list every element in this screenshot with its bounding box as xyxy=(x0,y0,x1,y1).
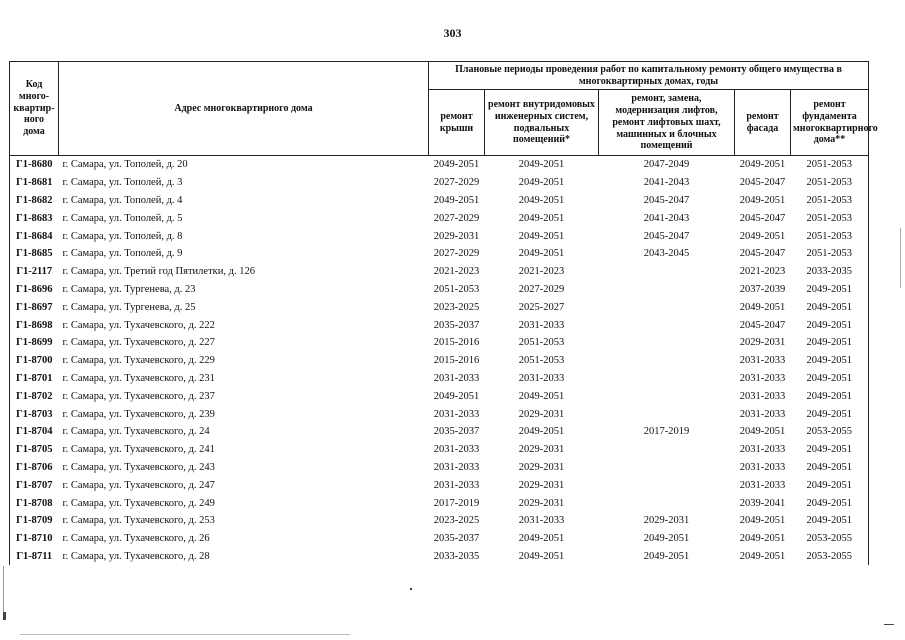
table-row xyxy=(10,209,869,227)
roof-cell: 2031-2033 xyxy=(433,408,480,420)
lifts-cell: 2047-2049 xyxy=(599,156,735,174)
roof-cell: 2049-2051 xyxy=(429,156,485,174)
roof-cell: 2027-2029 xyxy=(433,177,480,189)
address-cell: г. Самара, ул. Третий год Пятилетки, д. 126 xyxy=(62,266,255,278)
address-cell: г. Самара, ул. Тухачевского, д. 231 xyxy=(62,372,215,384)
scan-mark xyxy=(3,566,4,616)
table-row xyxy=(10,370,869,388)
table-row xyxy=(10,387,869,405)
lifts-cell xyxy=(599,263,735,281)
roof-cell: 2035-2037 xyxy=(433,319,480,331)
facade-cell: 2049-2051 xyxy=(739,426,786,438)
roof-cell: 2015-2016 xyxy=(433,337,480,349)
systems-cell: 2051-2053 xyxy=(518,355,565,367)
lifts-cell xyxy=(599,370,735,388)
code-cell: Г1-2117 xyxy=(10,263,59,281)
table-row xyxy=(10,423,869,441)
table-row xyxy=(10,263,869,281)
roof-cell: 2031-2033 xyxy=(433,372,480,384)
table-row xyxy=(10,192,869,210)
systems-cell: 2049-2051 xyxy=(518,248,565,260)
lifts-cell xyxy=(599,387,735,405)
foundation-cell: 2053-2055 xyxy=(791,548,869,566)
lifts-cell xyxy=(599,334,735,352)
roof-cell: 2033-2035 xyxy=(433,550,480,562)
lifts-cell: 2017-2019 xyxy=(643,426,690,438)
lifts-cell: 2041-2043 xyxy=(643,212,690,224)
systems-cell: 2029-2031 xyxy=(518,479,565,491)
roof-cell: 2027-2029 xyxy=(433,212,480,224)
address-cell: г. Самара, ул. Тухачевского, д. 249 xyxy=(62,497,215,509)
header-periods: Плановые периоды проведения работ по капитальному ремонту общего имущества в многоквартирных домах, годы xyxy=(429,62,869,90)
header-roof: ремонт крыши xyxy=(429,90,485,156)
foundation-cell: 2049-2051 xyxy=(791,387,869,405)
code-cell: Г1-8697 xyxy=(10,298,59,316)
code-cell: Г1-8703 xyxy=(10,405,59,423)
facade-cell: 2031-2033 xyxy=(739,390,786,402)
code-cell: Г1-8707 xyxy=(10,476,59,494)
foundation-cell: 2051-2053 xyxy=(791,209,869,227)
foundation-cell: 2049-2051 xyxy=(791,405,869,423)
facade-cell: 2049-2051 xyxy=(739,515,786,527)
code-cell: Г1-8681 xyxy=(10,174,59,192)
foundation-cell: 2049-2051 xyxy=(791,512,869,530)
lifts-cell: 2049-2051 xyxy=(643,533,690,545)
systems-cell: 2049-2051 xyxy=(518,426,565,438)
code-cell: Г1-8701 xyxy=(10,370,59,388)
facade-cell: 2031-2033 xyxy=(739,408,786,420)
facade-cell: 2045-2047 xyxy=(739,319,786,331)
address-cell: г. Самара, ул. Тухачевского, д. 24 xyxy=(62,426,210,438)
facade-cell: 2031-2033 xyxy=(739,444,786,456)
address-cell: г. Самара, ул. Тополей, д. 4 xyxy=(62,194,183,206)
lifts-cell xyxy=(599,441,735,459)
roof-cell: 2035-2037 xyxy=(433,426,480,438)
systems-cell: 2049-2051 xyxy=(518,390,565,402)
code-cell: Г1-8709 xyxy=(10,512,59,530)
facade-cell: 2031-2033 xyxy=(739,355,786,367)
foundation-cell: 2049-2051 xyxy=(791,459,869,477)
roof-cell: 2035-2037 xyxy=(433,533,480,545)
table-row xyxy=(10,441,869,459)
facade-cell: 2037-2039 xyxy=(739,283,786,295)
foundation-cell: 2053-2055 xyxy=(791,530,869,548)
systems-cell: 2031-2033 xyxy=(518,319,565,331)
foundation-cell: 2049-2051 xyxy=(791,298,869,316)
table-row xyxy=(10,352,869,370)
facade-cell: 2029-2031 xyxy=(739,337,786,349)
address-cell: г. Самара, ул. Тухачевского, д. 28 xyxy=(62,550,210,562)
lifts-cell: 2045-2047 xyxy=(643,194,690,206)
address-cell: г. Самара, ул. Тухачевского, д. 243 xyxy=(62,461,215,473)
lifts-cell xyxy=(599,476,735,494)
roof-cell: 2051-2053 xyxy=(433,283,480,295)
code-cell: Г1-8708 xyxy=(10,494,59,512)
foundation-cell: 2051-2053 xyxy=(791,174,869,192)
lifts-cell: 2043-2045 xyxy=(643,248,690,260)
roof-cell: 2017-2019 xyxy=(433,497,480,509)
code-cell: Г1-8696 xyxy=(10,281,59,299)
code-cell: Г1-8700 xyxy=(10,352,59,370)
facade-cell: 2039-2041 xyxy=(739,497,786,509)
header-facade: ремонт фасада xyxy=(735,90,791,156)
table-row xyxy=(10,494,869,512)
foundation-cell: 2049-2051 xyxy=(791,370,869,388)
table-row xyxy=(10,334,869,352)
table-row xyxy=(10,281,869,299)
table-row xyxy=(10,530,869,548)
systems-cell: 2049-2051 xyxy=(518,194,565,206)
foundation-cell: 2051-2053 xyxy=(791,227,869,245)
roof-cell: 2031-2033 xyxy=(433,444,480,456)
header-code: Код много-квартир-ного дома xyxy=(10,62,59,156)
lifts-cell: 2041-2043 xyxy=(643,177,690,189)
code-cell: Г1-8710 xyxy=(10,530,59,548)
facade-cell: 2049-2051 xyxy=(739,194,786,206)
roof-cell: 2027-2029 xyxy=(433,248,480,260)
code-cell: Г1-8711 xyxy=(10,548,59,566)
header-foundation: ремонт фундамента многоквартирного дома** xyxy=(791,90,869,156)
address-cell: г. Самара, ул. Тополей, д. 8 xyxy=(62,230,183,242)
roof-cell: 2023-2025 xyxy=(433,301,480,313)
table-row xyxy=(10,548,869,566)
code-cell: Г1-8699 xyxy=(10,334,59,352)
facade-cell: 2049-2051 xyxy=(739,301,786,313)
address-cell: г. Самара, ул. Тухачевского, д. 239 xyxy=(62,408,215,420)
roof-cell: 2029-2031 xyxy=(433,230,480,242)
address-cell: г. Самара, ул. Тургенева, д. 25 xyxy=(62,301,196,313)
facade-cell: 2049-2051 xyxy=(739,533,786,545)
scan-mark xyxy=(3,612,6,620)
roof-cell: 2049-2051 xyxy=(433,390,480,402)
address-cell: г. Самара, ул. Тухачевского, д. 237 xyxy=(62,390,215,402)
facade-cell: 2021-2023 xyxy=(739,266,786,278)
header-lifts: ремонт, замена, модернизация лифтов, ремонт лифтовых шахт, машинных и блочных помещений xyxy=(599,90,735,156)
systems-cell: 2049-2051 xyxy=(518,212,565,224)
roof-cell: 2015-2016 xyxy=(433,355,480,367)
table-row xyxy=(10,405,869,423)
address-cell: г. Самара, ул. Тухачевского, д. 26 xyxy=(62,533,210,545)
foundation-cell: 2049-2051 xyxy=(791,441,869,459)
scan-mark xyxy=(20,634,350,635)
lifts-cell xyxy=(599,405,735,423)
systems-cell: 2027-2029 xyxy=(518,283,565,295)
code-cell: Г1-8680 xyxy=(10,156,59,174)
systems-cell: 2049-2051 xyxy=(518,533,565,545)
address-cell: г. Самара, ул. Тополей, д. 20 xyxy=(59,156,429,174)
address-cell: г. Самара, ул. Тухачевского, д. 241 xyxy=(62,444,215,456)
code-cell: Г1-8682 xyxy=(10,192,59,210)
address-cell: г. Самара, ул. Тополей, д. 9 xyxy=(62,248,183,260)
roof-cell: 2049-2051 xyxy=(433,194,480,206)
table-row xyxy=(10,512,869,530)
lifts-cell: 2049-2051 xyxy=(643,550,690,562)
facade-cell: 2031-2033 xyxy=(739,461,786,473)
facade-cell: 2049-2051 xyxy=(739,550,786,562)
lifts-cell xyxy=(599,352,735,370)
foundation-cell: 2049-2051 xyxy=(791,281,869,299)
address-cell: г. Самара, ул. Тухачевского, д. 229 xyxy=(62,355,215,367)
code-cell: Г1-8702 xyxy=(10,387,59,405)
scan-mark xyxy=(900,228,901,288)
lifts-cell xyxy=(599,281,735,299)
foundation-cell: 2049-2051 xyxy=(791,476,869,494)
capital-repair-table xyxy=(9,61,878,565)
address-cell: г. Самара, ул. Тухачевского, д. 222 xyxy=(62,319,215,331)
foundation-cell: 2051-2053 xyxy=(791,156,869,174)
systems-cell: 2025-2027 xyxy=(518,301,565,313)
table-body xyxy=(10,156,869,566)
lifts-cell xyxy=(599,316,735,334)
facade-cell: 2031-2033 xyxy=(739,372,786,384)
facade-cell: 2045-2047 xyxy=(739,212,786,224)
systems-cell: 2029-2031 xyxy=(518,461,565,473)
page-number: 303 xyxy=(443,26,462,40)
facade-cell: 2045-2047 xyxy=(739,248,786,260)
systems-cell: 2049-2051 xyxy=(518,177,565,189)
foundation-cell: 2051-2053 xyxy=(791,192,869,210)
address-cell: г. Самара, ул. Тухачевского, д. 247 xyxy=(62,479,215,491)
facade-cell: 2049-2051 xyxy=(739,230,786,242)
table-row xyxy=(10,245,869,263)
header-systems: ремонт внутридомовых инженерных систем, подвальных помещений* xyxy=(485,90,599,156)
lifts-cell xyxy=(599,298,735,316)
systems-cell: 2029-2031 xyxy=(518,444,565,456)
address-cell: г. Самара, ул. Тухачевского, д. 227 xyxy=(62,337,215,349)
lifts-cell: 2045-2047 xyxy=(643,230,690,242)
facade-cell: 2045-2047 xyxy=(739,177,786,189)
code-cell: Г1-8698 xyxy=(10,316,59,334)
lifts-cell: 2029-2031 xyxy=(643,515,690,527)
systems-cell: 2021-2023 xyxy=(518,266,565,278)
header-address: Адрес многоквартирного дома xyxy=(59,62,429,156)
table-row xyxy=(10,459,869,477)
table-row xyxy=(10,227,869,245)
roof-cell: 2031-2033 xyxy=(433,479,480,491)
roof-cell: 2021-2023 xyxy=(433,266,480,278)
code-cell: Г1-8704 xyxy=(10,423,59,441)
scan-mark xyxy=(410,588,412,590)
facade-cell: 2049-2051 xyxy=(735,156,791,174)
systems-cell: 2049-2051 xyxy=(518,550,565,562)
scan-mark xyxy=(884,624,894,625)
code-cell: Г1-8685 xyxy=(10,245,59,263)
foundation-cell: 2049-2051 xyxy=(791,494,869,512)
address-cell: г. Самара, ул. Тургенева, д. 23 xyxy=(62,283,196,295)
foundation-cell: 2049-2051 xyxy=(791,334,869,352)
foundation-cell: 2033-2035 xyxy=(791,263,869,281)
code-cell: Г1-8706 xyxy=(10,459,59,477)
table-row xyxy=(10,156,869,174)
roof-cell: 2031-2033 xyxy=(433,461,480,473)
lifts-cell xyxy=(599,459,735,477)
table-row xyxy=(10,174,869,192)
foundation-cell: 2053-2055 xyxy=(791,423,869,441)
foundation-cell: 2049-2051 xyxy=(791,352,869,370)
address-cell: г. Самара, ул. Тухачевского, д. 253 xyxy=(62,515,215,527)
table-row xyxy=(10,298,869,316)
address-cell: г. Самара, ул. Тополей, д. 3 xyxy=(62,177,183,189)
roof-cell: 2023-2025 xyxy=(433,515,480,527)
code-cell: Г1-8705 xyxy=(10,441,59,459)
code-cell: Г1-8684 xyxy=(10,227,59,245)
systems-cell: 2051-2053 xyxy=(518,337,565,349)
systems-cell: 2031-2033 xyxy=(518,515,565,527)
systems-cell: 2031-2033 xyxy=(518,372,565,384)
foundation-cell: 2049-2051 xyxy=(791,316,869,334)
systems-cell: 2049-2051 xyxy=(485,156,599,174)
systems-cell: 2029-2031 xyxy=(518,408,565,420)
table-row xyxy=(10,316,869,334)
address-cell: г. Самара, ул. Тополей, д. 5 xyxy=(62,212,183,224)
foundation-cell: 2051-2053 xyxy=(791,245,869,263)
lifts-cell xyxy=(599,494,735,512)
systems-cell: 2029-2031 xyxy=(518,497,565,509)
table-row xyxy=(10,476,869,494)
systems-cell: 2049-2051 xyxy=(518,230,565,242)
facade-cell: 2031-2033 xyxy=(739,479,786,491)
code-cell: Г1-8683 xyxy=(10,209,59,227)
